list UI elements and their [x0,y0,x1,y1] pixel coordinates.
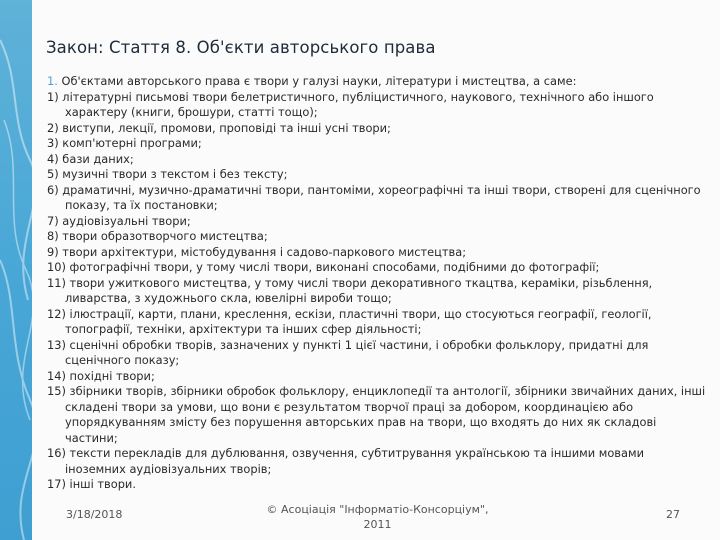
list-item: 11) твори ужиткового мистецтва, у тому числі твори декоративного ткацтва, кераміки, різьблення, ливарства, з художнього скла, ювелірні вироби тощо; [47,275,653,305]
intro-number: 1. [47,74,58,88]
list-item: 14) похідні твори; [47,368,155,383]
list-item: 6) драматичні, музично-драматичні твори, пантоміми, хореографічні та інші твори, створені для сценічного показу, та їх постановки; [47,182,701,212]
list-item: 15) збірники творів, збірники обробок фольклору, енциклопедії та антології, збірники звичайних даних, інші складені твори за умови, що вони є результатом творчої праці за добором, координацією або упорядкуванням змісту без порушення авторських прав на твори, що входять до них як складові частини; [47,384,706,445]
list-item: 12) ілюстрації, карти, плани, креслення, ескізи, пластичні твори, що стосуються географії, геології, топографії, техніки, архітектури та інших сфер діяльності; [47,306,652,336]
list-item: 10) фотографічні твори, у тому числі твори, виконані способами, подібними до фотографії; [47,260,600,274]
list-item: 9) твори архітектури, містобудування і садово-паркового мистецтва; [47,244,467,259]
list-item: 3) комп'ютерні програми; [47,136,202,150]
list-item: 1) літературні письмові твори белетристичного, публіцистичного, наукового, технічного або іншого характеру (книги, брошури, статті тощо); [47,89,654,119]
intro-text: Об'єктами авторського права є твори у галузі науки, літератури і мистецтва, а саме: [61,74,577,88]
list-item: 8) твори образотворчого мистецтва; [47,229,268,243]
list-item: 4) бази даних; [47,151,134,166]
page-number: 27 [666,508,680,521]
footer-org-line1: © Асоціація "Інформатіо-Консорціум", [266,503,489,516]
footer-org-line2: 2011 [363,518,392,531]
footer-copyright [265,502,490,532]
intro-paragraph [47,74,707,90]
article-content [47,74,707,493]
list-item: 7) аудіовізуальні твори; [47,213,191,228]
list-item: 16) тексти перекладів для дублювання, озвучення, субтитрування українською та іншими мовами іноземних аудіовізуальних творів; [47,446,644,476]
list-item: 13) сценічні обробки творів, зазначених у пункті 1 цієї частини, і обробки фольклору, придатні для сценічного показу; [47,337,649,367]
list-item: 2) виступи, лекції, промови, проповіді та інші усні твори; [47,120,391,135]
decorative-side-band [0,0,32,540]
list-item: 17) інші твори. [47,477,136,491]
slide-title: Закон: Стаття 8. Об'єкти авторського права [46,38,436,57]
swirl-decoration-icon [0,0,32,540]
footer-date: 3/18/2018 [66,508,123,521]
list-item: 5) музичні твори з текстом і без тексту; [47,167,288,181]
